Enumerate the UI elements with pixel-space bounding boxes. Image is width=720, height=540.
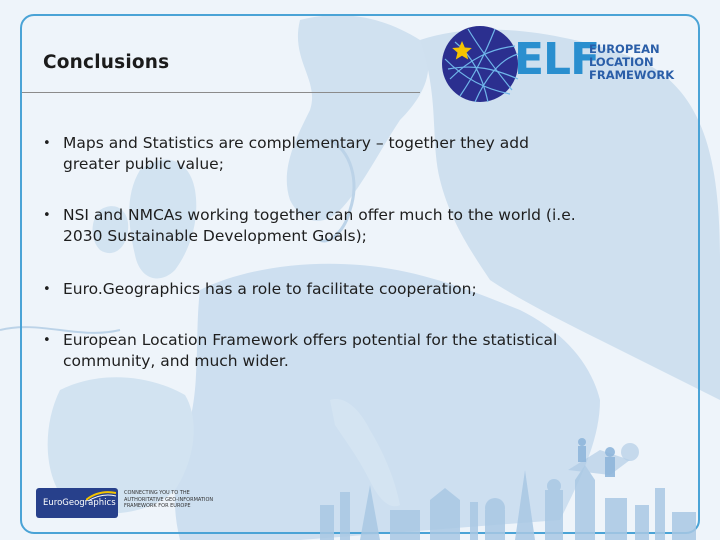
bullet-marker: • [43, 282, 51, 297]
bullet-line: 2030 Sustainable Development Goals); [63, 227, 367, 245]
footer-tagline [124, 490, 213, 510]
tagline-line: FRAMEWORK FOR EUROPE [124, 503, 191, 509]
bullet-item [43, 205, 576, 247]
eurogeographics-logo-text: EuroGeographics [43, 498, 116, 508]
bullet-marker: • [43, 333, 51, 348]
bullet-line: community, and much wider. [63, 352, 289, 370]
bullet-item [43, 133, 529, 175]
bullet-line: Maps and Statistics are complementary – together they add [63, 134, 529, 152]
elf-subtitle-line2: LOCATION [589, 55, 654, 69]
bullet-item [43, 279, 477, 300]
elf-wordmark: ELF [514, 34, 600, 85]
elf-globe-icon [440, 24, 520, 104]
elf-subtitle-line1: EUROPEAN [589, 42, 660, 56]
bullet-item [43, 330, 557, 372]
bullet-line: greater public value; [63, 155, 224, 173]
tagline-line: AUTHORITATIVE GEO-INFORMATION [124, 496, 214, 503]
elf-subtitle-line3: FRAMEWORK [589, 68, 675, 82]
bullet-line: Euro.Geographics has a role to facilitate cooperation; [63, 280, 477, 298]
slide-title: Conclusions [43, 52, 170, 73]
landmarks-illustration [300, 430, 700, 540]
bullet-line: European Location Framework offers potential for the statistical [63, 331, 558, 349]
bullet-line: NSI and NMCAs working together can offer much to the world (i.e. [63, 206, 576, 224]
title-underline [22, 92, 420, 93]
bullet-marker: • [43, 136, 51, 151]
elf-subtitle [589, 43, 674, 82]
tagline-line: CONNECTING YOU TO THE [124, 490, 190, 496]
bullet-marker: • [43, 208, 51, 223]
